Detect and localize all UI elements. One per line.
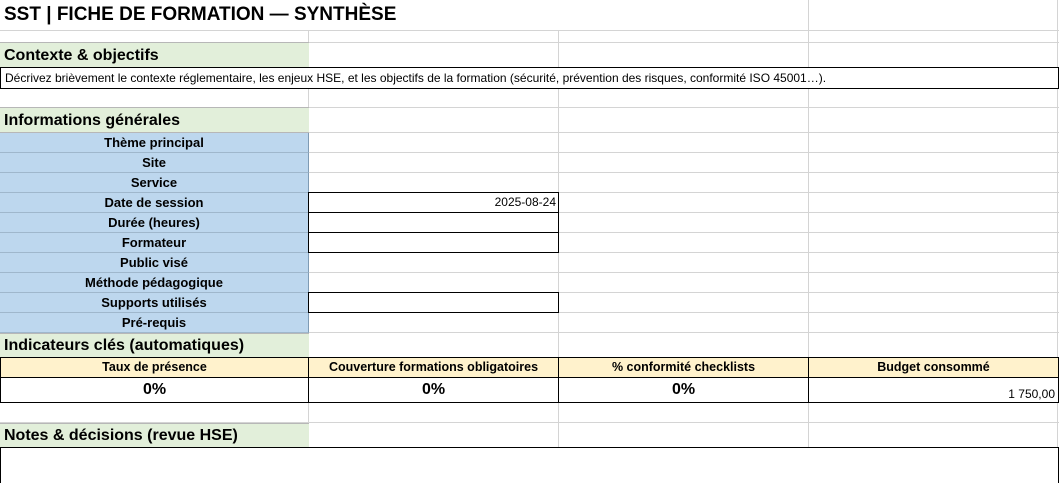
field-value-service[interactable]	[309, 173, 558, 192]
field-label-service: Service	[0, 173, 309, 193]
section-header-general: Informations générales	[0, 107, 309, 133]
kpi-header-attendance: Taux de présence	[0, 357, 309, 378]
notes-textbox[interactable]	[0, 447, 1059, 483]
field-label-prerequisites: Pré-requis	[0, 313, 309, 333]
kpi-value-mandatory-coverage: 0%	[308, 377, 559, 403]
context-textbox[interactable]: Décrivez brièvement le contexte réglementaire, les enjeux HSE, et les objectifs de la formation (sécurité, prévention des risques, conformité ISO 45001…).	[0, 67, 1059, 89]
field-value-session-date[interactable]: 2025-08-24	[308, 192, 559, 213]
field-label-site: Site	[0, 153, 309, 173]
page-title: SST | FICHE DE FORMATION — SYNTHÈSE	[0, 0, 700, 30]
kpi-value-checklist-compliance: 0%	[558, 377, 809, 403]
field-label-materials: Supports utilisés	[0, 293, 309, 313]
field-label-trainer: Formateur	[0, 233, 309, 253]
field-label-method: Méthode pédagogique	[0, 273, 309, 293]
field-label-theme: Thème principal	[0, 133, 309, 153]
field-label-duration: Durée (heures)	[0, 213, 309, 233]
field-value-materials[interactable]	[308, 292, 559, 313]
section-header-context: Contexte & objectifs	[0, 42, 309, 68]
field-value-site[interactable]	[309, 153, 558, 172]
kpi-header-budget: Budget consommé	[808, 357, 1059, 378]
field-value-duration[interactable]	[308, 212, 559, 233]
field-label-session-date: Date de session	[0, 193, 309, 213]
kpi-header-mandatory-coverage: Couverture formations obligatoires	[308, 357, 559, 378]
field-value-audience[interactable]	[309, 253, 558, 272]
kpi-value-budget: 1 750,00	[808, 377, 1059, 403]
field-value-prerequisites[interactable]	[309, 313, 558, 332]
field-label-audience: Public visé	[0, 253, 309, 273]
field-value-method[interactable]	[309, 273, 558, 292]
kpi-header-checklist-compliance: % conformité checklists	[558, 357, 809, 378]
field-value-trainer[interactable]	[308, 232, 559, 253]
section-header-indicators: Indicateurs clés (automatiques)	[0, 333, 309, 358]
kpi-value-attendance: 0%	[0, 377, 309, 403]
field-value-theme[interactable]	[309, 133, 558, 152]
section-header-notes: Notes & décisions (revue HSE)	[0, 423, 309, 448]
